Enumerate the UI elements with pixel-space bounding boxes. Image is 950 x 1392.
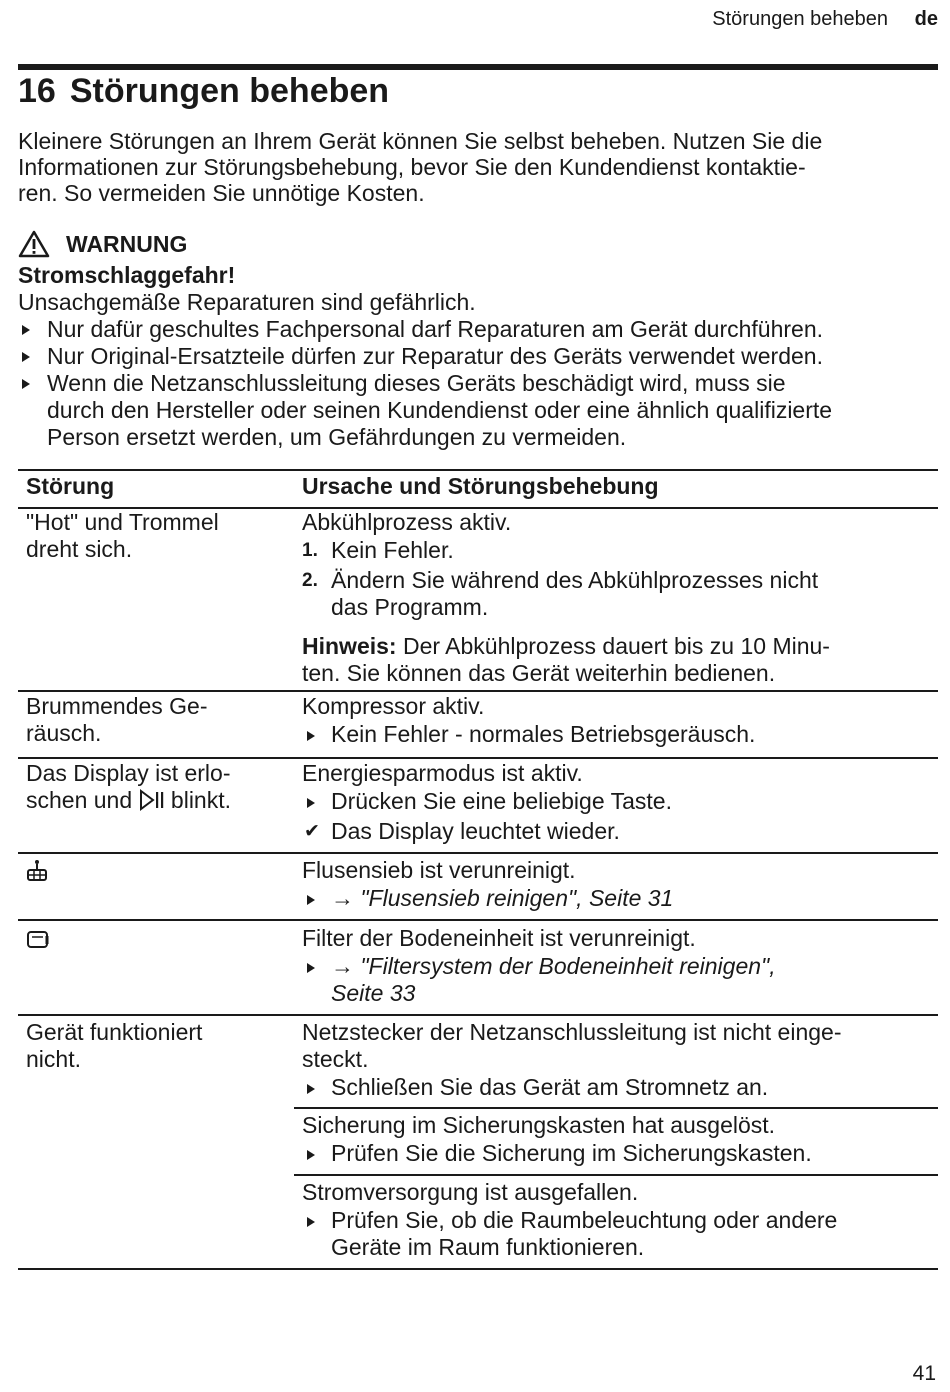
- action-item: [302, 953, 932, 1007]
- column-header-fault: Störung: [26, 473, 115, 499]
- page-number: 41: [912, 1362, 936, 1385]
- arrow-icon: →: [331, 953, 354, 979]
- fault-cell: Das Display ist erlo- schen und blinkt.: [26, 760, 232, 813]
- table-rule: [18, 469, 938, 471]
- action-item: [302, 885, 932, 912]
- cause-cell: [302, 693, 932, 748]
- cause-cell: [302, 925, 932, 1007]
- warning-list-item: Nur Original-Ersatzteile dürfen zur Reparatur des Geräts verwendet werden.: [18, 343, 943, 370]
- note: Hinweis: Der Abkühlprozess dauert bis zu 10 Minu-: [302, 633, 830, 659]
- cause-text: Kompressor aktiv.: [302, 693, 485, 719]
- bullet-triangle-icon: [307, 895, 315, 905]
- cause-text: Sicherung im Sicherungskasten hat ausgelöst.: [302, 1112, 776, 1138]
- table-rule: [18, 1268, 938, 1270]
- table-subrule: [294, 1107, 938, 1109]
- intro-line: Informationen zur Störungsbehebung, bevor Sie den Kundendienst kontaktie-: [18, 154, 806, 180]
- result-item: ✔ Das Display leuchtet wieder.: [304, 818, 620, 844]
- bullet-triangle-icon: [307, 1084, 315, 1094]
- bullet-triangle-icon: [307, 731, 315, 741]
- section-heading: [18, 72, 389, 111]
- table-rule: [18, 690, 938, 692]
- warning-list: [18, 316, 943, 451]
- action-item: Kein Fehler - normales Betriebsgeräusch.: [302, 721, 932, 748]
- bullet-triangle-icon: [22, 352, 30, 362]
- cause-text: Netzstecker der Netzanschlussleitung ist nicht einge-: [302, 1019, 842, 1045]
- bullet-triangle-icon: [22, 379, 30, 389]
- bullet-triangle-icon: [307, 1217, 315, 1227]
- cross-reference-link[interactable]: "Filtersystem der Bodeneinheit reinigen",: [360, 953, 776, 979]
- cause-cell: [302, 857, 932, 912]
- action-item: Drücken Sie eine beliebige Taste.: [302, 788, 932, 815]
- section-title: Störungen beheben: [69, 72, 390, 110]
- intro-line: Kleinere Störungen an Ihrem Gerät können Sie selbst beheben. Nutzen Sie die: [18, 128, 823, 154]
- bullet-triangle-icon: [307, 963, 315, 973]
- header-rule: [18, 64, 938, 70]
- action-item: Prüfen Sie, ob die Raumbeleuchtung oder andere Geräte im Raum funktionieren.: [302, 1207, 932, 1261]
- cross-reference-link-continued[interactable]: Seite 33: [331, 980, 416, 1006]
- numbered-step: 2. Ändern Sie während des Abkühlprozesses nicht das Programm.: [302, 567, 819, 620]
- cause-text: Stromversorgung ist ausgefallen.: [302, 1179, 639, 1205]
- warning-label: WARNUNG: [66, 230, 188, 257]
- bullet-triangle-icon: [22, 325, 30, 335]
- cause-text: Energiesparmodus ist aktiv.: [302, 760, 583, 786]
- warning-list-item: Nur dafür geschultes Fachpersonal darf Reparaturen am Gerät durchführen.: [18, 316, 943, 343]
- cause-text: Flusensieb ist verunreinigt.: [302, 857, 576, 883]
- play-pause-icon: [139, 789, 165, 811]
- intro-paragraph: [18, 128, 938, 206]
- lint-filter-icon: [26, 859, 48, 883]
- action-item: Prüfen Sie die Sicherung im Sicherungskasten.: [302, 1140, 932, 1167]
- warning-title: Stromschlaggefahr!: [18, 262, 236, 288]
- cause-text: Abkühlprozess aktiv.: [302, 509, 512, 535]
- table-rule: [18, 852, 938, 854]
- page-header-title: Störungen beheben: [712, 8, 888, 30]
- fault-cell: "Hot" und Trommel dreht sich.: [26, 509, 219, 562]
- warning-triangle-icon: [18, 230, 50, 258]
- page-header-language: de: [914, 8, 938, 30]
- table-rule: [18, 1014, 938, 1016]
- fault-cell: Brummendes Ge- räusch.: [26, 693, 208, 746]
- intro-line: ren. So vermeiden Sie unnötige Kosten.: [18, 180, 425, 206]
- cause-cell: [302, 760, 932, 845]
- action-item: Schließen Sie das Gerät am Stromnetz an.: [302, 1074, 932, 1101]
- table-rule: [18, 919, 938, 921]
- fault-cell: Gerät funktioniert nicht.: [26, 1019, 203, 1072]
- check-icon: ✔: [304, 821, 320, 842]
- table-subrule: [294, 1174, 938, 1176]
- bullet-triangle-icon: [307, 1150, 315, 1160]
- warning-heading: [18, 230, 187, 258]
- numbered-step: 1. Kein Fehler.: [302, 537, 454, 563]
- table-rule: [18, 757, 938, 759]
- column-header-cause: Ursache und Störungsbehebung: [302, 473, 659, 499]
- bullet-triangle-icon: [307, 798, 315, 808]
- cause-text: Filter der Bodeneinheit ist verunreinigt.: [302, 925, 696, 951]
- cross-reference-link[interactable]: "Flusensieb reinigen", Seite 31: [360, 885, 674, 911]
- warning-list-item: Wenn die Netzanschlussleitung dieses Geräts beschädigt wird, muss sie durch den Hersteller oder seinen Kundendienst oder eine ähnlich qualifizierte Person ersetzt werden, um Gefährdungen zu vermeiden.: [18, 370, 943, 451]
- cause-cell: Abkühlprozess aktiv. 1. Kein Fehler. 2. Ändern Sie während des Abkühlprozesses nicht das Programm. Hinweis: Der Abkühlprozess dauert bis zu 10 Minu- ten. Sie können das Gerät weiterhin bedienen.: [302, 509, 932, 687]
- warning-text: Unsachgemäße Reparaturen sind gefährlich.: [18, 289, 476, 315]
- cause-cell: Netzstecker der Netzanschlussleitung ist nicht einge- steckt. Schließen Sie das Gerät am Stromnetz an.: [302, 1019, 932, 1101]
- section-number: 16: [18, 72, 56, 110]
- arrow-icon: →: [331, 885, 354, 911]
- cause-cell: [302, 1112, 932, 1167]
- base-unit-filter-icon: [26, 930, 50, 950]
- cause-cell: [302, 1179, 932, 1261]
